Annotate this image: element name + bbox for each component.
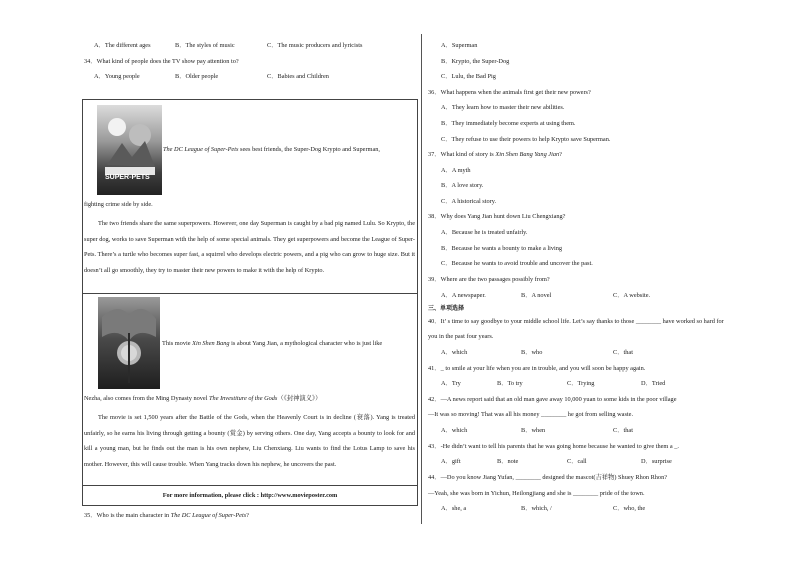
question-40-line2: you in the past four years. xyxy=(428,333,494,340)
q40-option-a[interactable]: A．which xyxy=(441,349,468,356)
question-37 xyxy=(428,151,562,159)
movie-poster-xin-shen-bang-icon xyxy=(98,297,160,389)
q43-option-a[interactable]: A．gift xyxy=(441,458,461,465)
poster-title-text: SUPER-PETS xyxy=(105,174,150,181)
q38-option-a[interactable]: A．Because he is treated unfairly. xyxy=(441,229,528,236)
question-35 xyxy=(84,512,249,520)
question-40-line1: 40．It’ s time to say goodbye to your middle school life. Let’s say thanks to those ________ have worked so hard for xyxy=(428,318,724,325)
q37-option-a[interactable]: A．A myth xyxy=(441,167,471,174)
q42-option-a[interactable]: A．which xyxy=(441,427,468,434)
passage1-title: The DC League of Super-Pets xyxy=(163,146,239,153)
q44-option-b[interactable]: B．which, / xyxy=(521,505,552,512)
q41-option-a[interactable]: A．Try xyxy=(441,380,461,387)
passage1-first-line xyxy=(163,146,380,154)
q37-option-b[interactable]: B．A love story. xyxy=(441,182,484,189)
question-42-line2: —It was so moving! That was all his money ________ he got from selling waste. xyxy=(428,411,634,418)
movie-poster-super-pets-icon xyxy=(97,105,162,195)
q44-option-a[interactable]: A．she, a xyxy=(441,505,467,512)
passage2-book: The Investiture of the Gods xyxy=(209,395,278,402)
q35-option-a[interactable]: A．Superman xyxy=(441,42,478,49)
q42-option-c[interactable]: C．that xyxy=(613,427,633,434)
q39-option-b[interactable]: B．A novel xyxy=(521,292,552,299)
q35-prefix: 35．Who is the main character in xyxy=(84,512,171,519)
passage2-title: Xin Shen Bang xyxy=(192,340,230,347)
q41-option-d[interactable]: D．Tried xyxy=(641,380,666,387)
passage1-line2: fighting crime side by side. xyxy=(84,201,153,208)
q35-option-c[interactable]: C．Lulu, the Bad Pig xyxy=(441,73,496,80)
q44-option-c[interactable]: C．who, the xyxy=(613,505,646,512)
question-42-line1: 42．—A news report said that an old man gave away 10,000 yuan to some kids in the poor village xyxy=(428,396,677,403)
q42-option-b[interactable]: B．when xyxy=(521,427,546,434)
question-38: 38．Why does Yang Jian hunt down Liu Chengxiang? xyxy=(428,213,566,220)
passage2-intro-rest: is about Yang Jian, a mythological character who is just like xyxy=(229,340,383,347)
q33-option-a[interactable]: A．The different ages xyxy=(94,42,151,49)
question-36: 36．What happens when the animals first get their new powers? xyxy=(428,89,591,96)
poster-illustration-icon xyxy=(98,297,160,389)
q36-option-a[interactable]: A．They learn how to master their new abilities. xyxy=(441,104,565,111)
q37-title: Xin Shen Bang Yang Jian xyxy=(495,151,560,158)
q35-suffix: ? xyxy=(246,512,249,519)
question-41: 41．_ to smile at your life when you are in trouble, and you will soon be happy again. xyxy=(428,365,646,372)
q38-option-b[interactable]: B．Because he wants a bounty to make a living xyxy=(441,245,563,252)
passage-divider xyxy=(83,293,417,294)
q39-option-c[interactable]: C．A website. xyxy=(613,292,651,299)
q35-option-b[interactable]: B．Krypto, the Super-Dog xyxy=(441,58,510,65)
passage1-first-line-rest: sees best friends, the Super-Dog Krypto and Superman, xyxy=(238,146,380,153)
passage2-line2-prefix: Nezha, also comes from the Ming Dynasty novel xyxy=(84,395,210,402)
q36-option-b[interactable]: B．They immediately become experts at using them. xyxy=(441,120,576,127)
q34-option-a[interactable]: A．Young people xyxy=(94,73,140,80)
q33-option-b[interactable]: B．The styles of music xyxy=(175,42,235,49)
q37-prefix: 37．What kind of story is xyxy=(428,151,496,158)
footer-divider xyxy=(83,485,417,486)
q43-option-b[interactable]: B．note xyxy=(497,458,519,465)
passage2-line2 xyxy=(84,395,321,403)
passage2-intro-prefix: This movie xyxy=(162,340,193,347)
question-44-line2: —Yeah, she was born in Yichun, Heilongjiang and she is ________ pride of the town. xyxy=(428,490,645,497)
q34-option-b[interactable]: B．Older people xyxy=(175,73,219,80)
q38-option-c[interactable]: C．Because he wants to avoid trouble and uncover the past. xyxy=(441,260,593,267)
q43-option-c[interactable]: C．call xyxy=(567,458,587,465)
q33-option-c[interactable]: C．The music producers and lyricists xyxy=(267,42,363,49)
q37-suffix: ? xyxy=(559,151,562,158)
q40-option-b[interactable]: B．who xyxy=(521,349,543,356)
reading-passage-box xyxy=(82,99,418,506)
q43-option-d[interactable]: D．surprise xyxy=(641,458,672,465)
q34-option-c[interactable]: C．Babies and Children xyxy=(267,73,329,80)
passage2-paragraph2: The movie is set 1,500 years after the Battle of the Gods, when the Heavenly Court is in decline (衰落). Yang is treated unfairly, so he earns his living through getting a bounty (赏金) by serving others. One day, Yang accepts a bounty to look for and kill a young man, but he finds out the man is his own nephew, Liu Chenxiang. Liu wants to find the Lotus Lamp to save his mother. However, this will cause trouble. When Yang tracks down his nephew, he uncovers the past. xyxy=(84,414,415,468)
q40-option-c[interactable]: C．that xyxy=(613,349,633,356)
q41-option-c[interactable]: C．Trying xyxy=(567,380,595,387)
question-43: 43．-He didn’t want to tell his parents that he was going home because he wanted to give them a _. xyxy=(428,443,679,450)
question-44-line1: 44．—Do you know Jiang Yufan, ________ designed the mascot(吉祥物) Shuey Rhon Rhon? xyxy=(428,474,668,481)
column-divider xyxy=(421,34,422,524)
more-info-link[interactable]: For more information, please click : http://www.movieposter.com xyxy=(162,492,338,499)
q35-title: The DC League of Super-Pets xyxy=(170,512,247,519)
q36-option-c[interactable]: C．They refuse to use their powers to help Krypto save Superman. xyxy=(441,136,611,143)
passage1-paragraph2: The two friends share the same superpowers. However, one day Superman is caught by a bad pig named Lulu. So Krypto, the super dog, works to save Superman with the help of some special animals. They get superpowers and become the League of Super-Pets. There’s a turtle who becomes super fast, a squirrel who develops electric powers, and a pig who can grow to huge size. But it doesn’t all go smoothly, they try to master their new powers to make it with the help of Krypto. xyxy=(84,220,415,274)
q37-option-c[interactable]: C．A historical story. xyxy=(441,198,497,205)
question-34: 34．What kind of people does the TV show pay attention to? xyxy=(84,58,239,65)
q39-option-a[interactable]: A．A newspaper. xyxy=(441,292,486,299)
question-39: 39．Where are the two passages possibly from? xyxy=(428,276,550,283)
q41-option-b[interactable]: B．To try xyxy=(497,380,523,387)
section-3-heading: 三、单项选择 xyxy=(428,305,465,312)
passage2-first-line xyxy=(162,340,382,348)
passage2-book-cn: （《封神演义》） xyxy=(277,395,322,402)
